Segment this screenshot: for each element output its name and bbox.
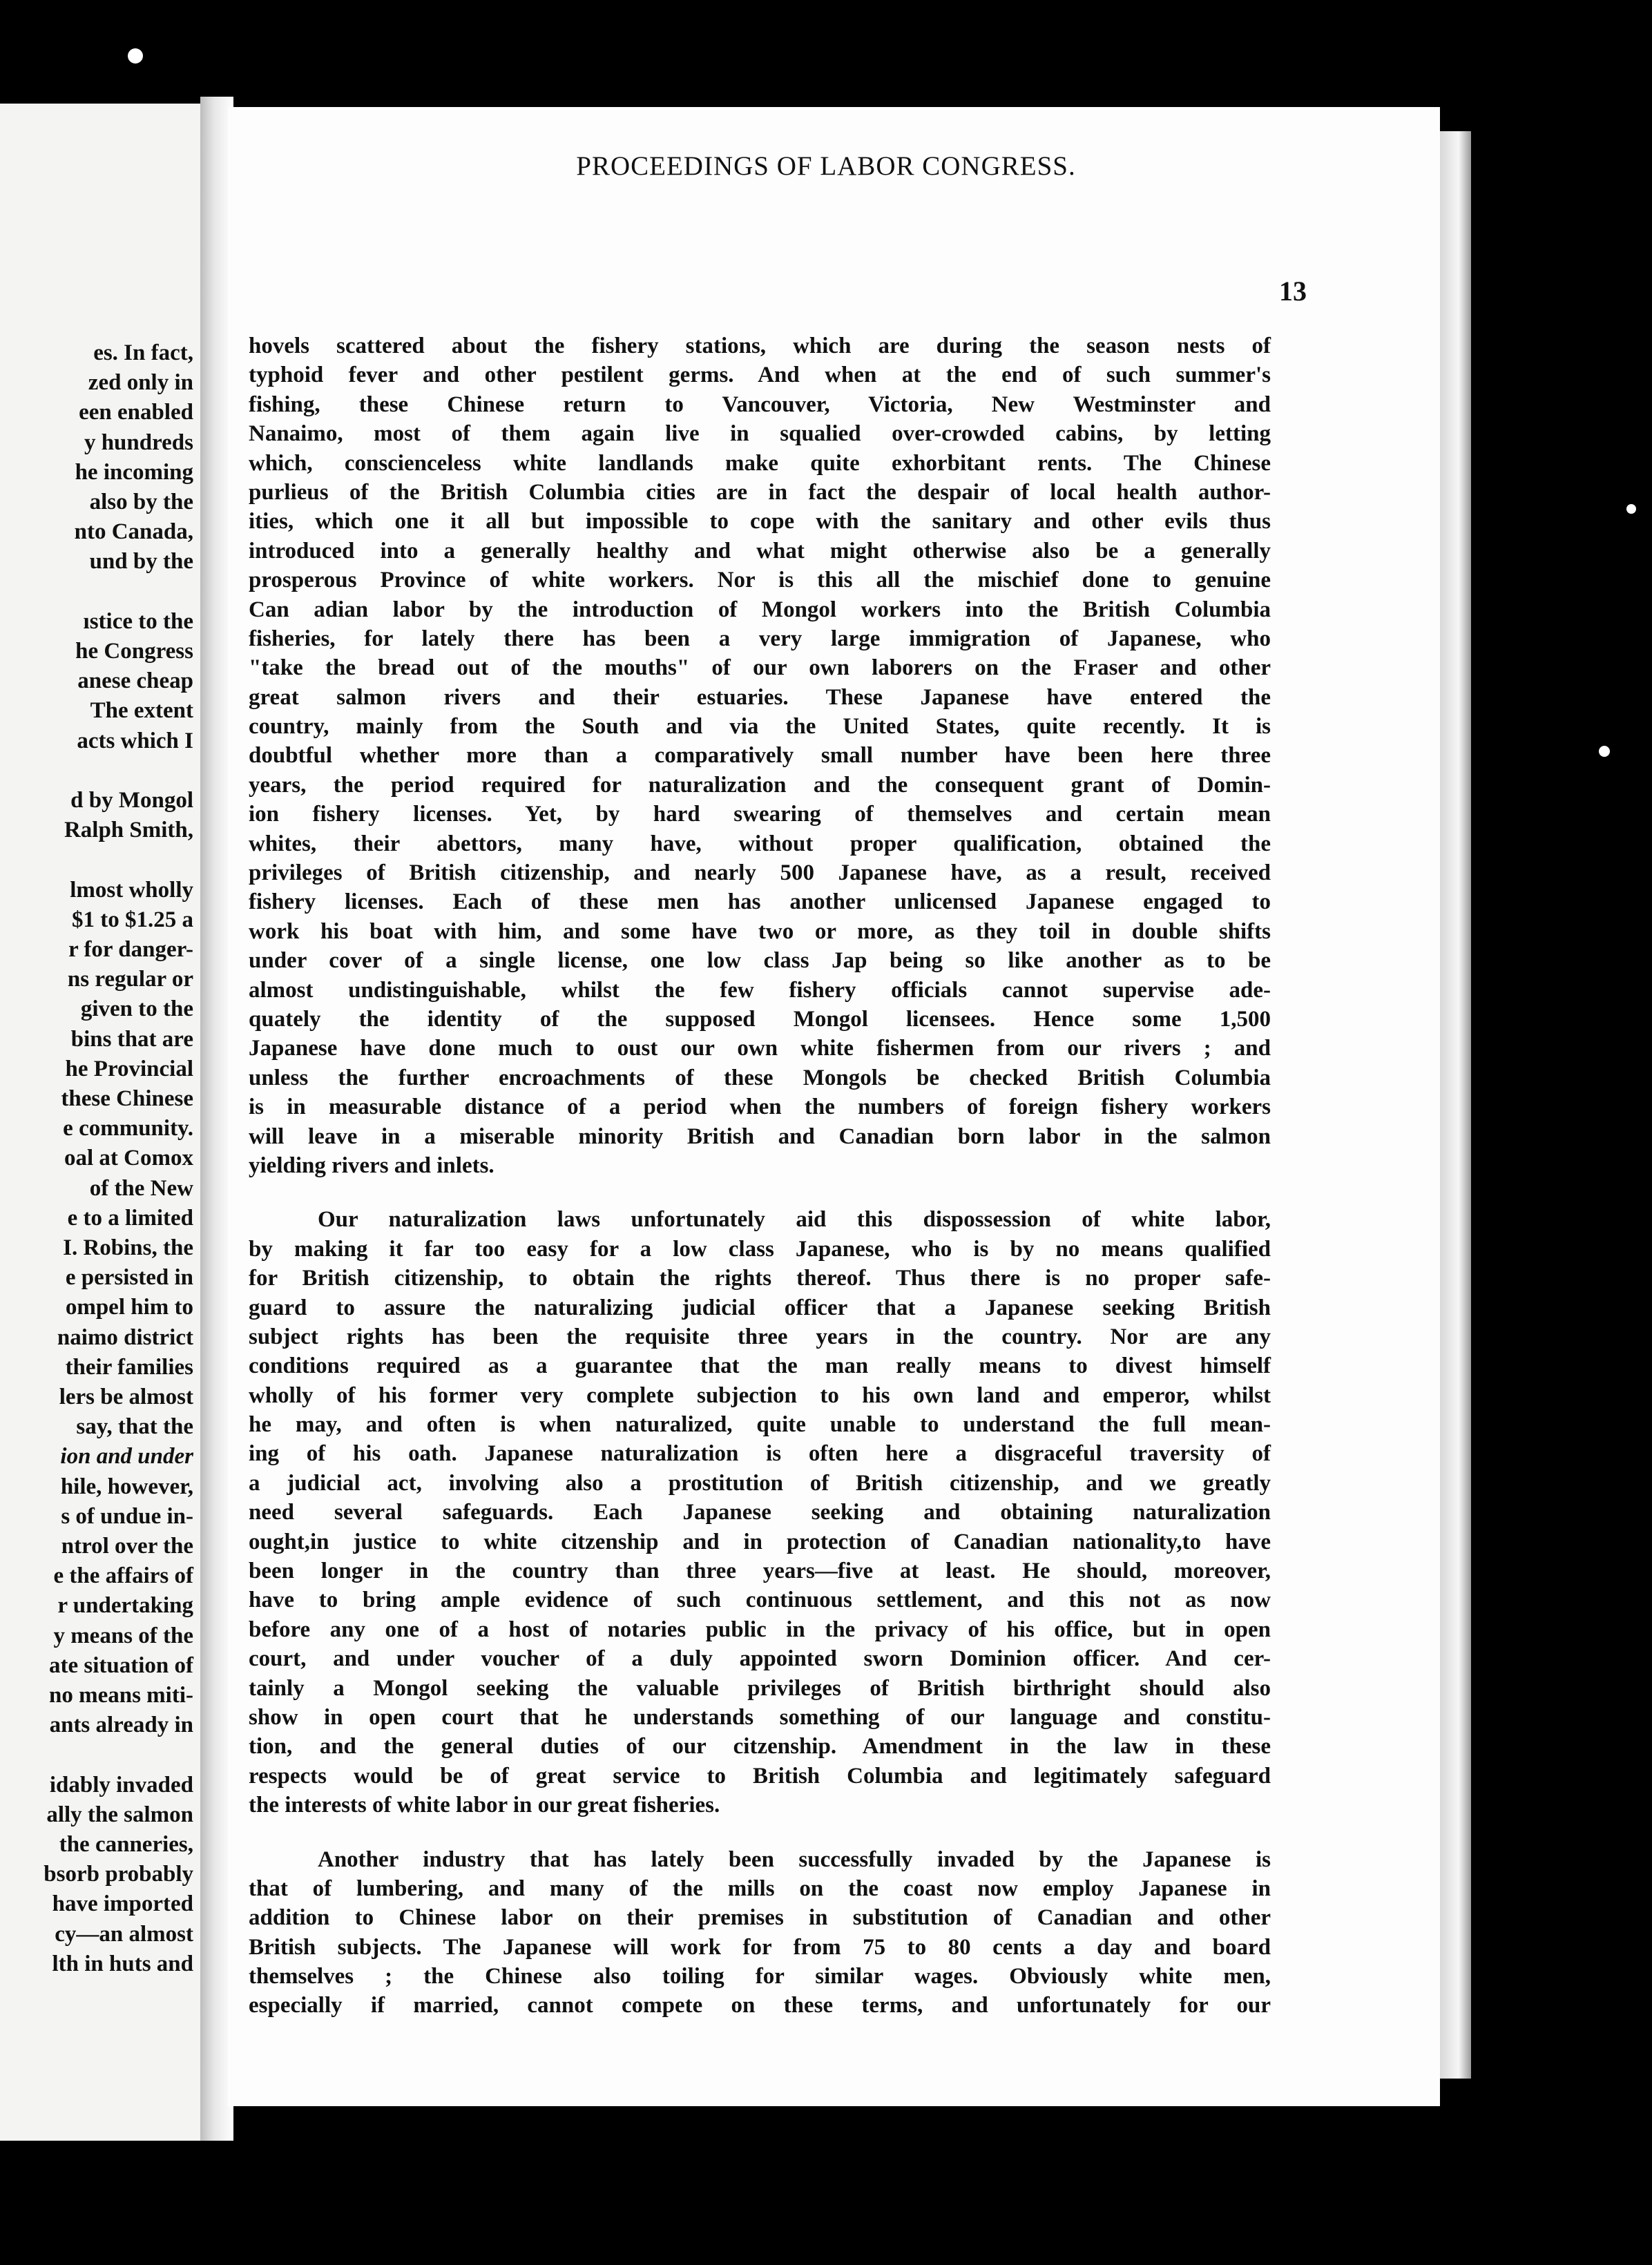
left-page-line: of the New bbox=[89, 1175, 193, 1201]
left-page-line: naimo district bbox=[57, 1324, 193, 1350]
text-line: a judicial act, involving also a prostitution of British citizenship, and we greatly bbox=[249, 1470, 1271, 1496]
text-line: ought,in justice to white citzenship and in protection of Canadian nationality,to have bbox=[249, 1529, 1271, 1554]
left-page-line: oal at Comox bbox=[64, 1146, 193, 1171]
left-page-line: e to a limited bbox=[67, 1205, 193, 1231]
left-page-line: d by Mongol bbox=[70, 788, 193, 813]
text-line: the interests of white labor in our great fisheries. bbox=[249, 1793, 720, 1818]
text-line: yielding rivers and inlets. bbox=[249, 1153, 494, 1178]
text-line: fishery licenses. Each of these men has another unlicensed Japanese engaged to bbox=[249, 889, 1271, 915]
left-page-line: given to the bbox=[80, 996, 193, 1022]
text-line: purlieus of the British Columbia cities are in fact the despair of local health author- bbox=[249, 479, 1271, 505]
left-page-line: ompel him to bbox=[65, 1295, 193, 1320]
text-line: fishing, these Chinese return to Vancouver, Victoria, New Westminster and bbox=[249, 392, 1271, 417]
text-line: British subjects. The Japanese will work for from 75 to 80 cents a day and board bbox=[249, 1934, 1271, 1960]
text-line: tion, and the general duties of our citzenship. Amendment in the law in these bbox=[249, 1734, 1271, 1760]
text-line: Nanaimo, most of them again live in squalied over-crowded cabins, by letting bbox=[249, 421, 1271, 447]
left-page-line: say, that the bbox=[76, 1414, 193, 1440]
scan-speck bbox=[128, 48, 143, 64]
text-line: subject rights has been the requisite three years in the country. Nor are any bbox=[249, 1324, 1271, 1349]
text-line: themselves ; the Chinese also toiling for similar wages. Obviously white men, bbox=[249, 1964, 1271, 1989]
text-line: addition to Chinese labor on their premises in substitution of Canadian and other bbox=[249, 1905, 1271, 1931]
left-page-line: y means of the bbox=[53, 1623, 193, 1648]
left-page-line: anese cheap bbox=[77, 668, 193, 694]
running-head: PROCEEDINGS OF LABOR CONGRESS. bbox=[576, 151, 1076, 181]
body-text bbox=[249, 331, 1271, 2021]
text-line: introduced into a generally healthy and what might otherwise also be a generally bbox=[249, 538, 1271, 563]
left-page-line: es. In fact, bbox=[93, 340, 193, 365]
left-page-line: I. Robins, the bbox=[63, 1235, 193, 1260]
text-line: ion fishery licenses. Yet, by hard swearing of themselves and certain mean bbox=[249, 802, 1271, 827]
text-line: privileges of British citizenship, and nearly 500 Japanese have, as a result, received bbox=[249, 860, 1271, 886]
left-page-line: und by the bbox=[89, 549, 193, 575]
text-line: court, and under voucher of a duly appointed sworn Dominion officer. And cer- bbox=[249, 1646, 1271, 1672]
text-line: under cover of a single license, one low class Jap being so like another as to be bbox=[249, 948, 1271, 974]
text-line: years, the period required for naturalization and the consequent grant of Domin- bbox=[249, 772, 1271, 798]
paragraph bbox=[249, 1845, 1271, 2021]
text-line: prosperous Province of white workers. Nor is this all the mischief done to genuine bbox=[249, 568, 1271, 593]
text-line: great salmon rivers and their estuaries. These Japanese have entered the bbox=[249, 684, 1271, 710]
left-page-line: their families bbox=[65, 1354, 193, 1380]
left-page-line: lth in huts and bbox=[52, 1951, 193, 1976]
paragraph bbox=[249, 331, 1271, 1180]
text-line: need several safeguards. Each Japanese seeking and obtaining naturalization bbox=[249, 1500, 1271, 1525]
text-line: "take the bread out of the mouths" of our own laborers on the Fraser and other bbox=[249, 655, 1271, 681]
left-page-line: ally the salmon bbox=[46, 1802, 193, 1827]
left-page-line: e persisted in bbox=[65, 1265, 193, 1291]
text-line: respects would be of great service to British Columbia and legitimately safeguard bbox=[249, 1763, 1271, 1789]
text-line: by making it far too easy for a low class Japanese, who is by no means qualified bbox=[249, 1236, 1271, 1262]
text-line: before any one of a host of notaries public in the privacy of his office, but in open bbox=[249, 1617, 1271, 1642]
text-line: ing of his oath. Japanese naturalization is often here a disgraceful traversity of bbox=[249, 1441, 1271, 1467]
text-line: work his boat with him, and some have two or more, as they toil in double shifts bbox=[249, 918, 1271, 944]
text-line: have to bring ample evidence of such continuous settlement, and this not as now bbox=[249, 1588, 1271, 1613]
left-page-line: s of undue in- bbox=[61, 1503, 193, 1529]
scan-speck bbox=[1626, 504, 1636, 514]
left-page-line: Ralph Smith, bbox=[64, 818, 193, 843]
left-page-line: the canneries, bbox=[59, 1832, 193, 1857]
paragraph-gap bbox=[249, 1820, 1271, 1845]
left-page-line: he Provincial bbox=[65, 1056, 193, 1081]
text-line: quately the identity of the supposed Mongol licensees. Hence some 1,500 bbox=[249, 1006, 1271, 1032]
left-page-line: idably invaded bbox=[49, 1772, 193, 1797]
left-page-line: ntrol over the bbox=[61, 1534, 193, 1559]
paragraph bbox=[249, 1205, 1271, 1820]
text-line: tainly a Mongol seeking the valuable privileges of British birthright should also bbox=[249, 1675, 1271, 1701]
text-line: doubtful whether more than a comparatively small number have been here three bbox=[249, 743, 1271, 769]
left-page-line: have imported bbox=[52, 1891, 193, 1917]
text-line: show in open court that he understands something of our language and constitu- bbox=[249, 1704, 1271, 1730]
left-page-line: no means miti- bbox=[49, 1683, 193, 1708]
text-line: almost undistinguishable, whilst the few fishery officials cannot supervise ade- bbox=[249, 977, 1271, 1003]
text-line: that of lumbering, and many of the mills on the coast now employ Japanese in bbox=[249, 1876, 1271, 1901]
left-page-line: $1 to $1.25 a bbox=[72, 907, 193, 932]
left-page-line: ıstice to the bbox=[83, 608, 193, 634]
left-page-line: bins that are bbox=[70, 1026, 193, 1052]
text-line: which, conscienceless white landlands make quite exhorbitant rents. The Chinese bbox=[249, 450, 1271, 476]
text-line: Can adian labor by the introduction of Mongol workers into the British Columbia bbox=[249, 597, 1271, 622]
text-line: been longer in the country than three years—five at least. He should, moreover, bbox=[249, 1559, 1271, 1584]
left-page-line: r for danger- bbox=[68, 937, 193, 962]
text-line: typhoid fever and other pestilent germs. And when at the end of such summer's bbox=[249, 363, 1271, 388]
left-page-line: ate situation of bbox=[49, 1652, 193, 1678]
left-page-line: lers be almost bbox=[59, 1385, 193, 1409]
text-line: conditions required as a guarantee that the man really means to divest himself bbox=[249, 1353, 1271, 1379]
text-line: is in measurable distance of a period when the numbers of foreign fishery workers bbox=[249, 1095, 1271, 1120]
text-line: Japanese have done much to oust our own white fishermen from our rivers ; and bbox=[249, 1036, 1271, 1061]
text-line: country, mainly from the South and via the United States, quite recently. It is bbox=[249, 714, 1271, 740]
left-page-line: ion and under bbox=[60, 1444, 193, 1469]
text-line: Another industry that has lately been successfully invaded by the Japanese is bbox=[318, 1847, 1271, 1872]
text-line: Our naturalization laws unfortunately aid this dispossession of white labor, bbox=[318, 1207, 1271, 1233]
left-page-line: cy—an almost bbox=[55, 1921, 193, 1947]
left-page-line: nto Canada, bbox=[74, 519, 193, 545]
text-line: hovels scattered about the fishery stations, which are during the season nests of bbox=[249, 334, 1271, 358]
left-page-line: r undertaking bbox=[57, 1593, 193, 1619]
left-page-line: ants already in bbox=[49, 1713, 193, 1738]
left-page-line: he Congress bbox=[75, 639, 193, 664]
left-page-line: een enabled bbox=[79, 400, 193, 425]
text-line: wholly of his former very complete subjection to his own land and emperor, whilst bbox=[249, 1382, 1271, 1408]
page-edge bbox=[1440, 131, 1471, 2079]
left-page-line: ns regular or bbox=[67, 967, 193, 992]
left-page-line: acts which I bbox=[77, 728, 193, 753]
text-line: guard to assure the naturalizing judicial officer that a Japanese seeking British bbox=[249, 1295, 1271, 1320]
text-line: fisheries, for lately there has been a very large immigration of Japanese, who bbox=[249, 626, 1271, 651]
left-page-line: y hundreds bbox=[84, 430, 193, 455]
left-page-line: hile, however, bbox=[60, 1474, 193, 1499]
text-line: he may, and often is when naturalized, quite unable to understand the full mean- bbox=[249, 1412, 1271, 1438]
paragraph-gap bbox=[249, 1180, 1271, 1205]
text-line: for British citizenship, to obtain the rights thereof. Thus there is no proper safe- bbox=[249, 1266, 1271, 1291]
left-page-line: The extent bbox=[90, 698, 193, 724]
scan-speck bbox=[1599, 746, 1610, 757]
text-line: will leave in a miserable minority British and Canadian born labor in the salmon bbox=[249, 1124, 1271, 1149]
left-page-line: lmost wholly bbox=[70, 877, 193, 903]
left-page-line: also by the bbox=[89, 490, 193, 514]
page-number: 13 bbox=[1279, 276, 1307, 307]
previous-page-fragment bbox=[0, 104, 200, 2141]
left-page-line: zed only in bbox=[88, 370, 193, 396]
text-line: especially if married, cannot compete on these terms, and unfortunately for our bbox=[249, 1993, 1271, 2018]
text-line: unless the further encroachments of these Mongols be checked British Columbia bbox=[249, 1065, 1271, 1090]
left-page-line: he incoming bbox=[75, 459, 193, 485]
left-page-line: these Chinese bbox=[61, 1086, 193, 1111]
left-page-line: bsorb probably bbox=[44, 1862, 193, 1887]
text-line: ities, which one it all but impossible to cope with the sanitary and other evils thus bbox=[249, 509, 1271, 534]
text-line: whites, their abettors, many have, without proper qualification, obtained the bbox=[249, 831, 1271, 856]
left-page-line: e community. bbox=[63, 1116, 193, 1141]
left-page-line: e the affairs of bbox=[53, 1563, 193, 1589]
